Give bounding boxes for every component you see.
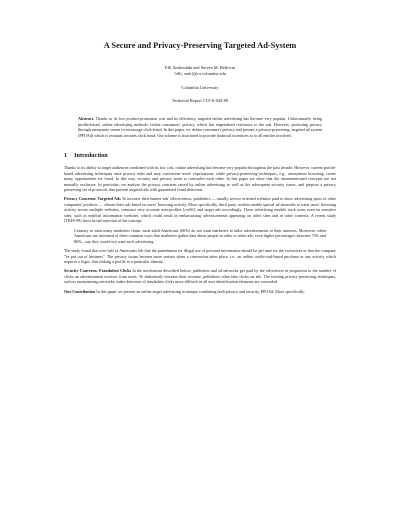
quote-paragraph: Contrary to what many marketers claim, most adult Americans (66%) do not want marketers to tailor advertisements to their interests. Moreover, when Americans are informed of three common ways that marketers gather data about people in order to tailor ads, even higher percentages–between 73% and 86%—say they would not want such advertising.: [74, 227, 326, 244]
contribution-paragraph: [64, 289, 336, 294]
paper-report-number: Technical Report CUCS-044-09: [171, 98, 229, 104]
paper-authors: Elli Androulaki and Steven M. Bellovin: [165, 65, 235, 70]
paper-page: [64, 40, 336, 298]
security-text: In the mechanism described before, publishers and ad-networks get paid by the advertisers in proportion to the number of clicks an advertisement receives from users. To dishonestly increase their revenue, publishers often fake clicks on ads. The existing privacy-preserving techniques, such as anonymizing networks, make detection of fraudulent clicks more difficult as all user identification elements are concealed.: [64, 268, 336, 285]
paper-affiliation: Columbia University: [181, 84, 219, 90]
paper-emails: {elli, smb}@cs.columbia.edu: [174, 70, 226, 76]
paper-title: A Secure and Privacy-Preserving Targeted Ad-System: [103, 41, 297, 50]
contribution-text: In this paper we present an online target advertising technique combining both privacy and security, PPOAd. More specifically,: [96, 288, 305, 294]
section-number: 1: [64, 152, 68, 160]
privacy-paragraph: [64, 196, 336, 223]
abstract-label: Abstract.: [78, 116, 95, 122]
abstract-text: Thanks to its low product-promotion cost and its efficiency, targeted online advertising has become very popular. Unfortunately, being profile-based, online advertising methods violate consumers' privacy, which has engendered resistance to the ads. However, protecting privacy through anonymity seems to encourage click-fraud. In this paper, we define consumer's privacy and present a privacy-preserving, targeted ad system (PPOAd) which is resistant towards click fraud. Our scheme is structured to provide financial incentives to to all entities involved.: [78, 116, 322, 138]
study-quote: [74, 228, 326, 244]
abstract: [78, 116, 322, 138]
section-title: Introduction: [74, 152, 108, 160]
privacy-text: To increase their banner-ads' effectiveness, publishers — usually service oriented websites paid to show advertising spots of other companies' products — choose their ads based on users' browsing activity. More specifically, third party cookies enable special ad networks to track users' browsing activity across multiple websites, construct very accurate user-profiles [cw06], and target ads accordingly. These advertising models track users even on sensitive sites, such as medical information websites, which could result in embarrassing advertisements appearing on other sites and in other contexts. A recent study [TKH+09] show broad rejection of the concept:: [64, 196, 337, 224]
section-heading: [64, 152, 336, 160]
contribution-heading: Our Contribution: [64, 288, 96, 294]
after-quote-paragraph: The study found that over half of Americans felt that the punishment for illegal use of personal information should be jail time for the executives or that the company "be put out of business". The privacy issues become more serious when a conversion takes place, i.e., an online credit-card-based purchase or any activity which requires a login, thus linking a profile to a particular identity.: [64, 248, 336, 264]
privacy-heading: Privacy Concerns: Targeted Ads: [64, 196, 121, 202]
intro-paragraph: Thanks to its ability to target audiences combined with its low cost, online advertising has become very popular throughout the past decade. However, current profile-based advertising techniques raise privacy risks and may contravene users' expectations, while privacy-preserving techniques, e.g., anonymous browsing, create many opportunities for fraud. In this way, security and privacy seem to contradict each other. In this paper we show that the aforementioned concepts are not mutually exclusive. In particular, we analyze the privacy concerns raised by online advertising as well as the subsequent security issues, and propose a privacy preserving set of protocols that provide targeted ads with guaranteed fraud detection.: [64, 165, 336, 192]
security-paragraph: [64, 268, 336, 284]
security-heading: Security Concerns: Fraudulent Clicks: [64, 268, 132, 274]
